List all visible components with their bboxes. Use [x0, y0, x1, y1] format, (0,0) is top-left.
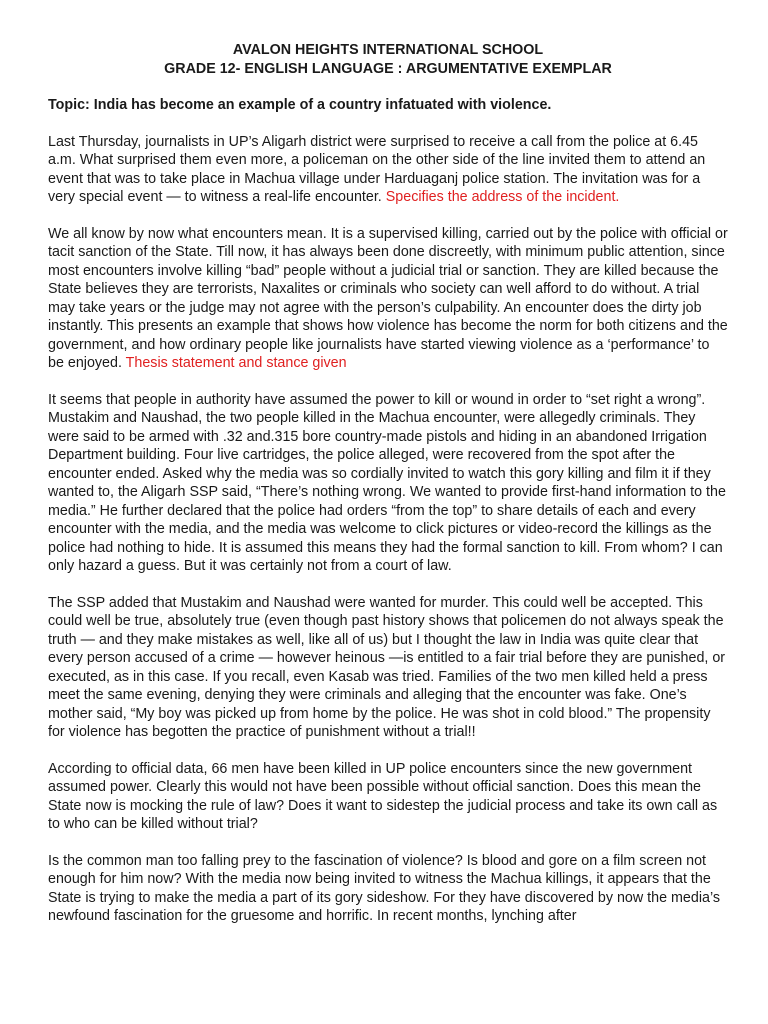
paragraph-1	[48, 133, 728, 207]
paragraph-3	[48, 391, 728, 576]
paragraph-text: The SSP added that Mustakim and Naushad were wanted for murder. This could well be accepted. This could well be true, absolutely true (even though past history shows that policemen do not always speak the truth — and they make mistakes as well, like all of us) but I thought the law in India was quite clear that every person accused of a crime — however heinous —is entitled to a fair trial before they are punished, or executed, as in this case. If you recall, even Kasab was tried. Families of the two men killed held a press meet the same evening, denying they were criminals and alleging that the encounter was fake. One’s mother said, “My boy was picked up from home by the police. He was shot in cold blood.” The propensity for violence has begotten the practice of punishment without a trial!!	[48, 594, 726, 740]
paragraph-text: We all know by now what encounters mean. It is a supervised killing, carried out by the police with official or tacit sanction of the State. Till now, it has always been done discreetly, with minimum public attention, since most encounters involve killing “bad” people without a judicial trial or sanction. They are killed because the State believes they are terrorists, Naxalites or criminals who society can well afford to do without. A trial may take years or the judge may not agree with the person’s culpability. An encounter does the dirty job instantly. This presents an example that shows how violence has become the norm for both citizens and the government, and how ordinary people like journalists have started viewing violence as a ‘performance’ to be enjoyed.	[48, 225, 728, 371]
paragraph-6	[48, 852, 728, 926]
paragraph-2	[48, 225, 728, 373]
topic-line: Topic: India has become an example of a country infatuated with violence.	[48, 97, 552, 113]
school-name: AVALON HEIGHTS INTERNATIONAL SCHOOL	[232, 42, 544, 58]
teacher-annotation: Thesis statement and stance given	[125, 355, 347, 371]
paragraph-5	[48, 760, 728, 834]
document-content	[48, 41, 728, 926]
paragraph-text: Last Thursday, journalists in UP’s Aligarh district were surprised to receive a call from the police at 6.45 a.m. What surprised them even more, a policeman on the other side of the line invited them to attend an event that was to take place in Machua village under Harduaganj police station. The invitation was for a very special event — to witness a real-life encounter.	[48, 133, 706, 205]
paragraph-4	[48, 594, 728, 742]
paragraph-text: It seems that people in authority have assumed the power to kill or wound in order to “set right a wrong”. Mustakim and Naushad, the two people killed in the Machua encounter, were allegedly criminals. They were said to be armed with .32 and.315 bore country-made pistols and hiding in an abandoned Irrigation Department building. Four live cartridges, the police alleged, were recovered from the spot after the encounter ended. Asked why the media was so cordially invited to watch this gory killing and film it if they wanted to, the Aligarh SSP said, “There’s nothing wrong. We wanted to provide first-hand information to the media.” He further declared that the police had orders “from the top” to share details of each and every encounter with the media, and the media was welcome to click pictures or video-record the killings as the police had nothing to hide. It is assumed this means they had the formal sanction to kill. From whom? I can only hazard a guess. But it was certainly not from a court of law.	[48, 391, 726, 574]
teacher-annotation: Specifies the address of the incident.	[385, 189, 620, 205]
paragraph-text: Is the common man too falling prey to the fascination of violence? Is blood and gore on a film screen not enough for him now? With the media now being invited to witness the Machua killings, it appears that the State is trying to make the media a part of its gory sideshow. For they have discovered by now the media’s newfound fascination for the gruesome and horrific. In recent months, lynching after	[48, 852, 721, 924]
document-subtitle: GRADE 12- ENGLISH LANGUAGE : ARGUMENTATIVE EXEMPLAR	[164, 60, 612, 77]
paragraph-text: According to official data, 66 men have been killed in UP police encounters since the new government assumed power. Clearly this would not have been possible without official sanction. Does this mean the State now is mocking the rule of law? Does it want to sidestep the judicial process and take its own call as to who can be killed without trial?	[48, 760, 718, 832]
